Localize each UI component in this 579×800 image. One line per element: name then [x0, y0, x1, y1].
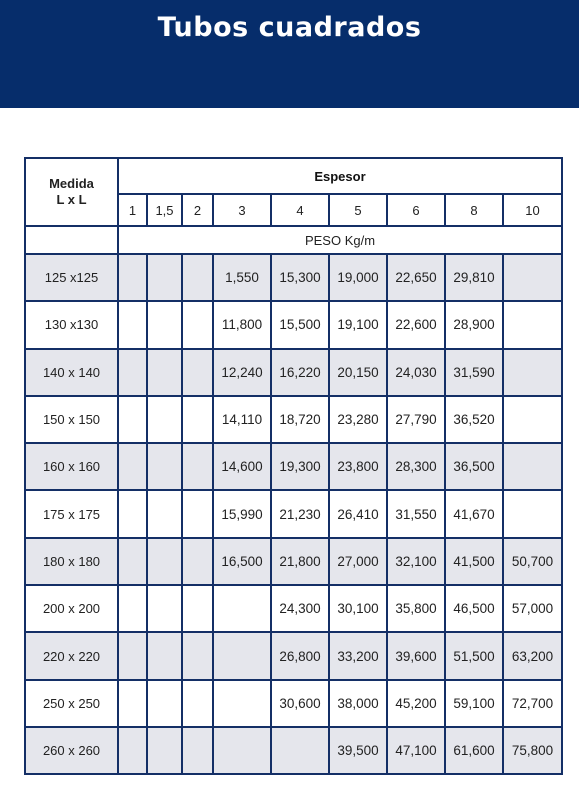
page-title: Tubos cuadrados	[157, 12, 422, 43]
size-cell: 180 x 180	[25, 538, 118, 585]
weight-cell: 22,600	[387, 301, 445, 348]
table-row	[25, 538, 562, 585]
weight-cell: 39,600	[387, 632, 445, 679]
weight-cell	[147, 396, 182, 443]
size-cell: 125 x125	[25, 254, 118, 301]
weight-cell	[147, 538, 182, 585]
table-row	[25, 680, 562, 727]
size-cell: 220 x 220	[25, 632, 118, 679]
weight-cell	[147, 301, 182, 348]
thickness-header: 10	[503, 194, 562, 226]
lxl-label: L x L	[56, 192, 87, 207]
weight-cell	[118, 680, 147, 727]
weight-cell	[147, 254, 182, 301]
weight-cell: 31,590	[445, 349, 503, 396]
weight-cell	[182, 443, 213, 490]
weight-cell: 57,000	[503, 585, 562, 632]
weight-cell	[147, 490, 182, 537]
weight-cell: 23,280	[329, 396, 387, 443]
weight-cell	[182, 727, 213, 774]
weight-cell: 15,500	[271, 301, 329, 348]
weight-cell: 28,300	[387, 443, 445, 490]
weight-cell	[182, 301, 213, 348]
weight-cell: 14,110	[213, 396, 271, 443]
size-cell: 250 x 250	[25, 680, 118, 727]
weight-cell	[147, 443, 182, 490]
weight-cell: 28,900	[445, 301, 503, 348]
weight-cell	[182, 538, 213, 585]
thickness-header: 1	[118, 194, 147, 226]
weight-cell	[182, 585, 213, 632]
weight-cell: 32,100	[387, 538, 445, 585]
table-row	[25, 443, 562, 490]
thickness-header: 4	[271, 194, 329, 226]
weight-cell: 39,500	[329, 727, 387, 774]
weight-cell: 11,800	[213, 301, 271, 348]
title-banner	[0, 0, 579, 108]
weight-cell	[503, 396, 562, 443]
thickness-header: 2	[182, 194, 213, 226]
unit-label: PESO Kg/m	[118, 226, 562, 254]
weight-cell	[118, 632, 147, 679]
weight-cell: 14,600	[213, 443, 271, 490]
weight-cell: 46,500	[445, 585, 503, 632]
weight-cell: 75,800	[503, 727, 562, 774]
weight-cell: 24,300	[271, 585, 329, 632]
weight-cell: 50,700	[503, 538, 562, 585]
espesor-header: Espesor	[118, 158, 562, 194]
weight-cell: 61,600	[445, 727, 503, 774]
table-row	[25, 301, 562, 348]
weight-cell	[213, 585, 271, 632]
weight-cell: 45,200	[387, 680, 445, 727]
weight-cell: 1,550	[213, 254, 271, 301]
weight-cell: 47,100	[387, 727, 445, 774]
weight-cell: 29,810	[445, 254, 503, 301]
size-cell: 140 x 140	[25, 349, 118, 396]
weight-cell	[118, 585, 147, 632]
weight-cell	[503, 301, 562, 348]
weight-cell	[182, 490, 213, 537]
size-cell: 200 x 200	[25, 585, 118, 632]
weight-cell: 21,230	[271, 490, 329, 537]
weight-cell: 16,220	[271, 349, 329, 396]
weight-cell	[182, 254, 213, 301]
weight-table	[24, 157, 563, 775]
weight-cell: 36,500	[445, 443, 503, 490]
weight-cell	[118, 349, 147, 396]
weight-cell: 41,500	[445, 538, 503, 585]
weight-cell	[147, 632, 182, 679]
weight-cell: 26,410	[329, 490, 387, 537]
thickness-header: 3	[213, 194, 271, 226]
table-row	[25, 585, 562, 632]
weight-cell: 30,100	[329, 585, 387, 632]
table-row	[25, 349, 562, 396]
medida-label: Medida	[49, 176, 94, 191]
weight-cell: 23,800	[329, 443, 387, 490]
weight-cell: 63,200	[503, 632, 562, 679]
weight-cell: 51,500	[445, 632, 503, 679]
weight-cell	[213, 632, 271, 679]
weight-cell: 22,650	[387, 254, 445, 301]
weight-cell: 12,240	[213, 349, 271, 396]
weight-cell	[118, 538, 147, 585]
weight-cell: 27,000	[329, 538, 387, 585]
weight-cell	[503, 490, 562, 537]
weight-cell	[182, 632, 213, 679]
weight-cell: 24,030	[387, 349, 445, 396]
weight-cell	[118, 727, 147, 774]
weight-cell	[118, 254, 147, 301]
thickness-header: 5	[329, 194, 387, 226]
size-cell: 160 x 160	[25, 443, 118, 490]
weight-cell: 15,990	[213, 490, 271, 537]
size-cell: 150 x 150	[25, 396, 118, 443]
weight-cell	[503, 254, 562, 301]
weight-cell	[147, 349, 182, 396]
weight-cell: 16,500	[213, 538, 271, 585]
blank-cell	[25, 226, 118, 254]
size-cell: 175 x 175	[25, 490, 118, 537]
weight-cell: 72,700	[503, 680, 562, 727]
medida-header	[25, 158, 118, 226]
weight-cell	[213, 727, 271, 774]
weight-cell	[503, 349, 562, 396]
size-cell: 260 x 260	[25, 727, 118, 774]
weight-cell: 35,800	[387, 585, 445, 632]
table-row	[25, 254, 562, 301]
weight-cell: 36,520	[445, 396, 503, 443]
weight-cell	[271, 727, 329, 774]
table-row	[25, 632, 562, 679]
weight-cell	[147, 585, 182, 632]
weight-cell: 20,150	[329, 349, 387, 396]
table-row	[25, 727, 562, 774]
weight-cell	[118, 396, 147, 443]
table-row	[25, 490, 562, 537]
weight-cell: 33,200	[329, 632, 387, 679]
weight-cell: 15,300	[271, 254, 329, 301]
weight-cell: 59,100	[445, 680, 503, 727]
weight-cell: 19,000	[329, 254, 387, 301]
thickness-header: 6	[387, 194, 445, 226]
weight-cell: 19,300	[271, 443, 329, 490]
weight-cell: 27,790	[387, 396, 445, 443]
weight-cell	[503, 443, 562, 490]
thickness-header: 1,5	[147, 194, 182, 226]
weight-cell: 38,000	[329, 680, 387, 727]
weight-cell	[182, 349, 213, 396]
weight-cell: 31,550	[387, 490, 445, 537]
weight-cell: 18,720	[271, 396, 329, 443]
weight-cell: 30,600	[271, 680, 329, 727]
weight-cell	[118, 490, 147, 537]
table-row	[25, 396, 562, 443]
weight-cell: 21,800	[271, 538, 329, 585]
weight-cell: 19,100	[329, 301, 387, 348]
weight-cell	[147, 727, 182, 774]
size-cell: 130 x130	[25, 301, 118, 348]
weight-cell: 26,800	[271, 632, 329, 679]
weight-cell	[213, 680, 271, 727]
weight-cell	[118, 301, 147, 348]
weight-cell	[182, 396, 213, 443]
weight-cell: 41,670	[445, 490, 503, 537]
weight-cell	[118, 443, 147, 490]
thickness-header: 8	[445, 194, 503, 226]
weight-cell	[147, 680, 182, 727]
weight-cell	[182, 680, 213, 727]
